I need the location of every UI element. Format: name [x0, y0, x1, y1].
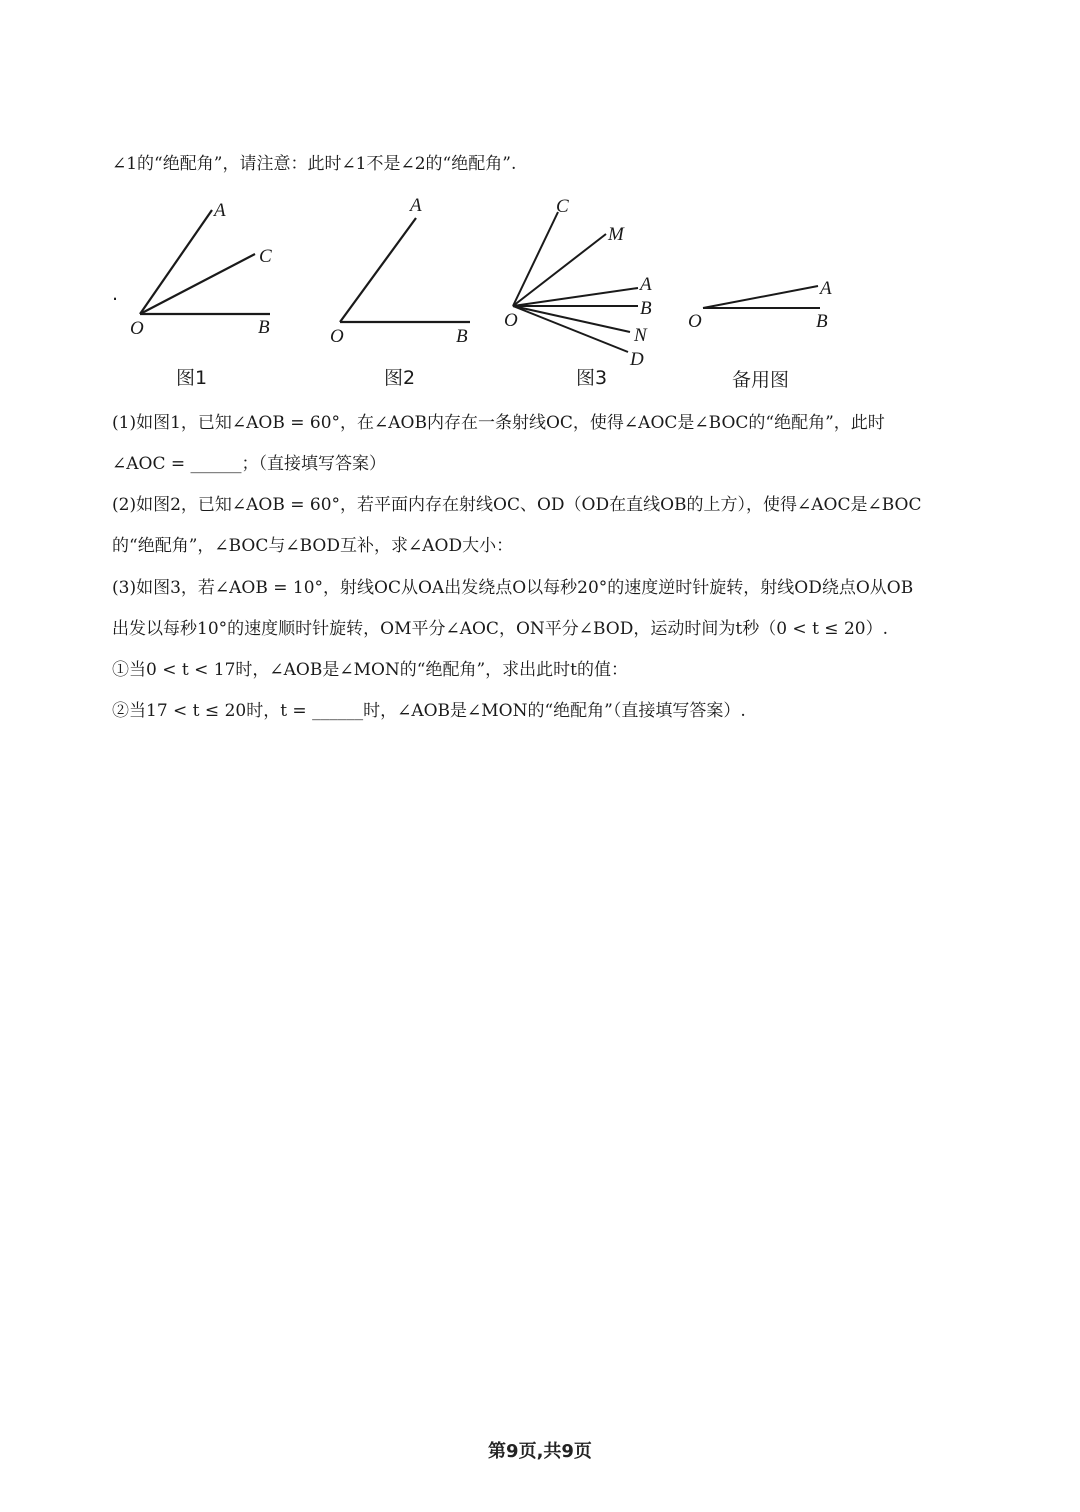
fig1-label-a: A [214, 200, 226, 221]
page-footer: 第9页,共9页 [488, 1441, 592, 1462]
fig3-label-d: D [630, 349, 644, 370]
fig3-label-m: M [608, 224, 624, 245]
fig1-label-b: B [258, 317, 270, 338]
fig3-label-c: C [556, 196, 569, 217]
figure-row [110, 188, 850, 398]
geometry-figures [110, 188, 850, 398]
dot-mark: . [112, 283, 119, 305]
question-3-sub-1: ①当0 < t < 17时，∠AOB是∠MON的“绝配角”，求出此时t的值： [112, 660, 629, 680]
question-1-line-2: ∠AOC = ______；（直接填写答案） [112, 454, 387, 474]
fig1-label-o: O [130, 318, 144, 339]
fig3-label-n: N [634, 325, 647, 346]
question-3-line-1: (3)如图3，若∠AOB = 10°，射线OC从OA出发绕点O以每秒20°的速度逆时针旋转，射线OD绕点O从OB [112, 578, 914, 598]
question-1-line-1: (1)如图1，已知∠AOB = 60°，在∠AOB内存在一条射线OC，使得∠AOC是∠BOC的“绝配角”，此时 [112, 413, 885, 433]
fig1-caption: 图1 [176, 367, 208, 389]
fig4-label-a: A [820, 278, 832, 299]
figure-3 [504, 196, 652, 389]
question-3-sub-2: ②当17 < t ≤ 20时，t = ______时，∠AOB是∠MON的“绝配角”（直接填写答案）. [112, 701, 746, 721]
fig3-label-a: A [640, 274, 652, 295]
fig3-label-b: B [640, 298, 652, 319]
figure-2 [330, 195, 470, 389]
fig1-label-c: C [259, 246, 272, 267]
fig2-caption: 图2 [384, 367, 416, 389]
fig2-label-a: A [410, 195, 422, 216]
question-2-line-1: (2)如图2，已知∠AOB = 60°，若平面内存在射线OC、OD（OD在直线OB的上方），使得∠AOC是∠BOC [112, 495, 922, 515]
intro-line: ∠1的“绝配角”，请注意：此时∠1不是∠2的“绝配角”. [112, 154, 517, 174]
fig2-label-b: B [456, 326, 468, 347]
figure-1 [130, 200, 272, 389]
fig3-label-o: O [504, 310, 518, 331]
figure-4 [688, 278, 832, 391]
fig3-caption: 图3 [576, 367, 608, 389]
question-3-line-2: 出发以每秒10°的速度顺时针旋转，OM平分∠AOC，ON平分∠BOD，运动时间为t秒（0 < t ≤ 20）. [112, 619, 888, 639]
fig4-caption: 备用图 [732, 369, 790, 391]
fig4-label-b: B [816, 311, 828, 332]
fig4-label-o: O [688, 311, 702, 332]
question-2-line-2: 的“绝配角”，∠BOC与∠BOD互补，求∠AOD大小： [112, 536, 514, 556]
fig2-label-o: O [330, 326, 344, 347]
